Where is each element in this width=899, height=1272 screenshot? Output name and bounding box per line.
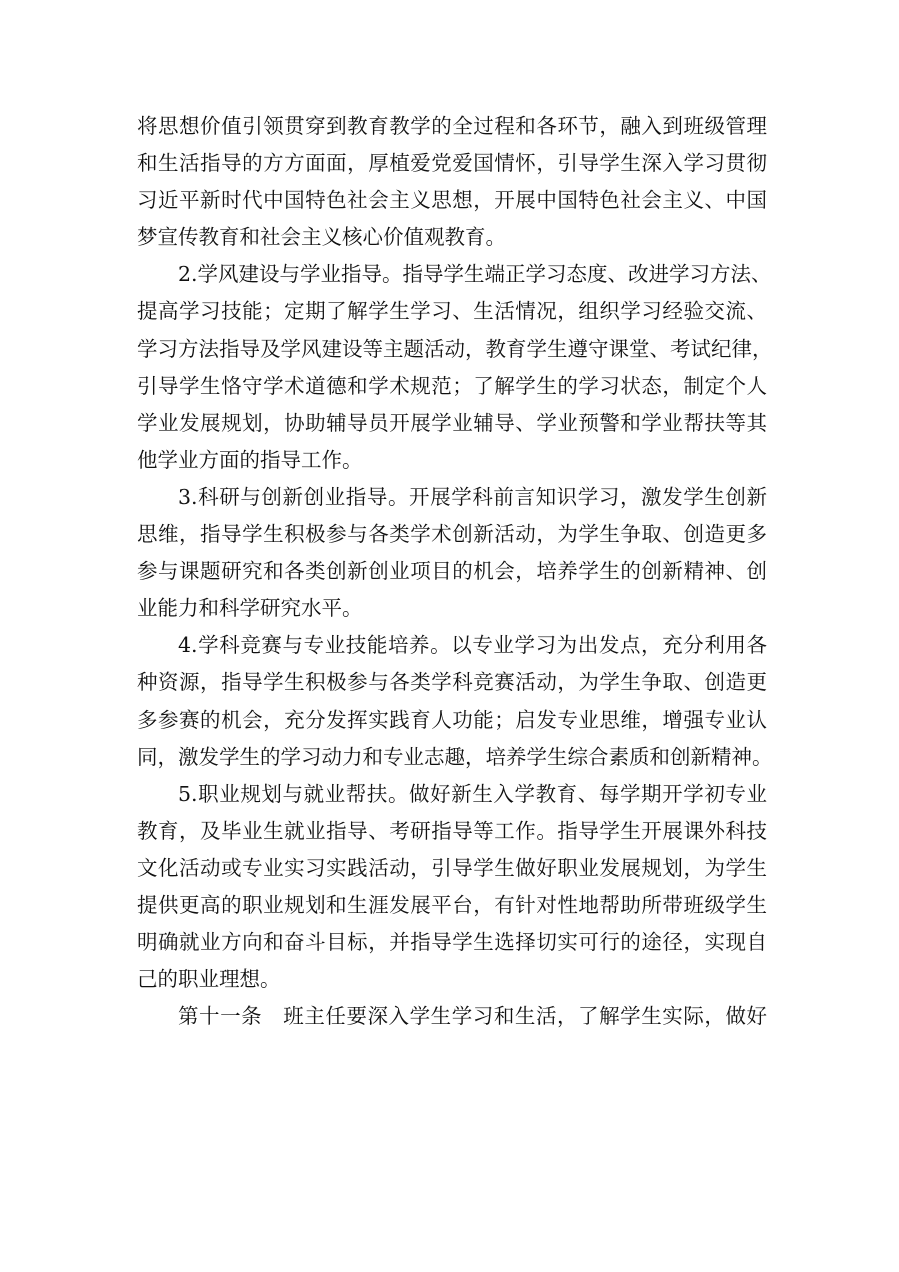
text-line: 习近平新时代中国特色社会主义思想，开展中国特色社会主义、中国 bbox=[137, 188, 767, 213]
text-line: 提供更高的职业规划和生涯发展平台，有针对性地帮助所带班级学生 bbox=[137, 892, 767, 917]
text-line: 文化活动或专业实习实践活动，引导学生做好职业发展规划，为学生 bbox=[137, 855, 767, 880]
text-line: 教育，及毕业生就业指导、考研指导等工作。指导学生开展课外科技 bbox=[137, 818, 767, 843]
text-line: 己的职业理想。 bbox=[137, 967, 281, 992]
text-line: 业能力和科学研究水平。 bbox=[137, 596, 363, 621]
text-line: 梦宣传教育和社会主义核心价值观教育。 bbox=[137, 225, 506, 250]
text-line: 和生活指导的方方面面，厚植爱党爱国情怀，引导学生深入学习贯彻 bbox=[137, 151, 767, 176]
section-2-heading-line: 2.学风建设与学业指导。指导学生端正学习态度、改进学习方法、 bbox=[178, 262, 772, 287]
text-line: 学习方法指导及学风建设等主题活动，教育学生遵守课堂、考试纪律， bbox=[137, 336, 773, 361]
text-line: 同，激发学生的学习动力和专业志趣，培养学生综合素质和创新精神。 bbox=[137, 744, 773, 769]
document-page bbox=[137, 108, 773, 1035]
text-line: 将思想价值引领贯穿到教育教学的全过程和各环节，融入到班级管理 bbox=[137, 114, 767, 138]
text-line: 种资源，指导学生积极参与各类学科竞赛活动，为学生争取、创造更 bbox=[137, 670, 767, 695]
text-line: 学业发展规划，协助辅导员开展学业辅导、学业预警和学业帮扶等其 bbox=[137, 410, 767, 435]
text-line: 多参赛的机会，充分发挥实践育人功能；启发专业思维，增强专业认 bbox=[137, 707, 767, 732]
section-4-heading-line: 4.学科竞赛与专业技能培养。以专业学习为出发点，充分利用各 bbox=[178, 633, 767, 658]
text-line: 参与课题研究和各类创新创业项目的机会，培养学生的创新精神、创 bbox=[137, 559, 767, 584]
section-5-heading-line: 5.职业规划与就业帮扶。做好新生入学教育、每学期开学初专业 bbox=[178, 781, 767, 806]
text-line: 引导学生恪守学术道德和学术规范；了解学生的学习状态，制定个人 bbox=[137, 373, 767, 398]
article-11-line: 第十一条 班主任要深入学生学习和生活，了解学生实际，做好 bbox=[178, 1004, 767, 1029]
text-line: 提高学习技能；定期了解学生学习、生活情况，组织学习经验交流、 bbox=[137, 299, 767, 324]
text-line: 他学业方面的指导工作。 bbox=[137, 447, 363, 472]
section-3-heading-line: 3.科研与创新创业指导。开展学科前言知识学习，激发学生创新 bbox=[178, 484, 767, 509]
text-line: 思维，指导学生积极参与各类学术创新活动，为学生争取、创造更多 bbox=[137, 522, 767, 547]
text-line: 明确就业方向和奋斗目标，并指导学生选择切实可行的途径，实现自 bbox=[137, 930, 767, 955]
